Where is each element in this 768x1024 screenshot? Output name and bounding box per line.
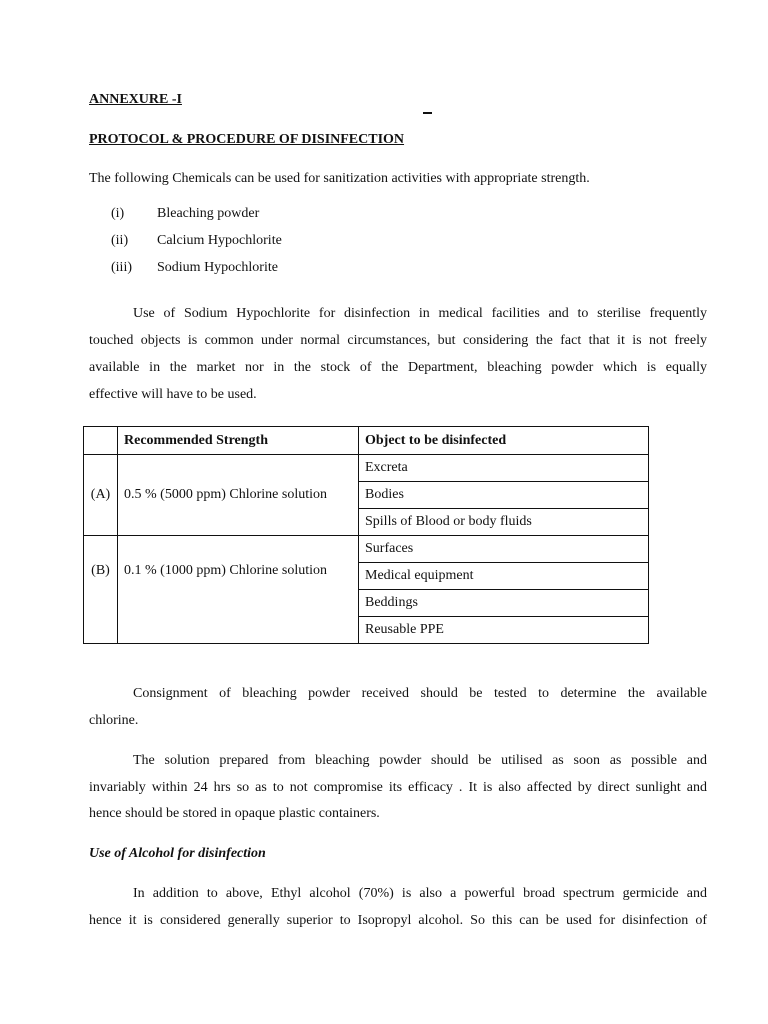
paragraph-line: hence should be stored in opaque plastic containers. (89, 806, 380, 821)
stray-dash-mark (423, 112, 432, 114)
object-cell: Excreta (359, 455, 649, 482)
object-cell: Bodies (359, 482, 649, 509)
alcohol-heading: Use of Alcohol for disinfection (89, 846, 266, 861)
paragraph-line: In addition to above, Ethyl alcohol (70%) is also a powerful broad spectrum germicide and (133, 886, 707, 901)
chemical-name: Calcium Hypochlorite (157, 233, 282, 248)
protocol-title: PROTOCOL & PROCEDURE OF DISINFECTION (89, 132, 405, 147)
paragraph-line: Use of Sodium Hypochlorite for disinfection in medical facilities and to sterilise frequently (133, 306, 707, 321)
row-label: (B) (84, 536, 118, 644)
annexure-title: ANNEXURE -I (89, 92, 182, 107)
table-row (84, 455, 649, 482)
object-cell: Spills of Blood or body fluids (359, 509, 649, 536)
paragraph-line: Consignment of bleaching powder received should be tested to determine the available (133, 686, 707, 701)
header-object: Object to be disinfected (359, 427, 649, 455)
table-header-empty (84, 427, 118, 455)
table-header-row (84, 427, 649, 455)
paragraph-line: invariably within 24 hrs so as to not compromise its efficacy . It is also affected by direct sunlight and (89, 780, 707, 795)
paragraph-line: The solution prepared from bleaching powder should be utilised as soon as possible and (133, 753, 707, 768)
chemical-number: (i) (111, 206, 125, 221)
strength-cell: 0.5 % (5000 ppm) Chlorine solution (118, 455, 359, 536)
header-strength: Recommended Strength (118, 427, 359, 455)
paragraph-line: chlorine. (89, 713, 139, 728)
object-cell: Surfaces (359, 536, 649, 563)
chemical-name: Sodium Hypochlorite (157, 260, 278, 275)
object-cell: Medical equipment (359, 563, 649, 590)
chemical-name: Bleaching powder (157, 206, 260, 221)
object-cell: Reusable PPE (359, 617, 649, 644)
paragraph-line: available in the market nor in the stock of the Department, bleaching powder which is equally (89, 360, 707, 375)
chemical-number: (iii) (111, 260, 132, 275)
paragraph-line: effective will have to be used. (89, 387, 257, 402)
chemical-number: (ii) (111, 233, 129, 248)
row-label: (A) (84, 455, 118, 536)
disinfection-table (83, 426, 649, 644)
table-row (84, 536, 649, 563)
intro-text: The following Chemicals can be used for sanitization activities with appropriate strength. (89, 171, 590, 186)
object-cell: Beddings (359, 590, 649, 617)
strength-cell: 0.1 % (1000 ppm) Chlorine solution (118, 536, 359, 644)
paragraph-line: hence it is considered generally superior to Isopropyl alcohol. So this can be used for disinfection of (89, 913, 707, 928)
paragraph-line: touched objects is common under normal circumstances, but considering the fact that it is not freely (89, 333, 707, 348)
